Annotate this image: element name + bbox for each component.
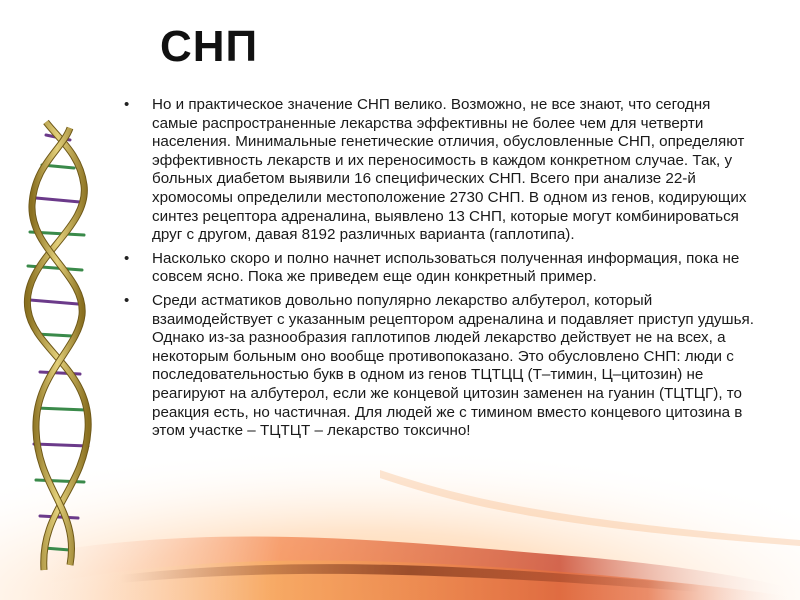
bullet-item <box>122 96 760 245</box>
bullet-item <box>122 292 760 441</box>
bullet-text: Насколько скоро и полно начнет использоваться полученная информация, пока не совсем ясно. Пока же приведем еще один конкретный пример. <box>152 249 740 286</box>
bullet-text: Но и практическое значение СНП велико. Возможно, не все знают, что сегодня самые распространенные лекарства эффективны не более чем для четверти населения. Минимальные генетические отличия, обусловленные СНП, определяют эффективность лекарств и их переносимость в каждом конкретном случае. Так, у больных диабетом выявили 16 специфических СНП. Всего при анализе 22-й хромосомы определили местоположение 2730 СНП. В одном из генов, кодирующих синтез рецептора адреналина, выявлено 13 СНП, которые могут комбинироваться друг с другом, давая 8192 различных варианта (гаплотипа). <box>152 96 747 244</box>
slide-title: СНП <box>160 22 259 71</box>
slide-content <box>122 96 760 446</box>
bullet-text: Среди астматиков довольно популярно лекарство албутерол, который взаимодействует с указанным рецептором адреналина и подавляет приступ удушья. Однако из-за разнообразия гаплотипов людей лекарство действует не на всех, а некоторым больным оно вообще противопоказано. Это обусловлено СНП: люди с последовательностью букв в одном из генов ТЦТЦЦ (Т–тимин, Ц–цитозин) не реагируют на албутерол, если же концевой цитозин заменен на гуанин (ТЦТЦГ), то реакция есть, но частичная. Для людей же с тимином вместо концевого цитозина в этом участке – ТЦТЦТ – лекарство токсично! <box>152 291 754 440</box>
bullet-item <box>122 250 760 287</box>
bullet-marker: • <box>124 96 130 113</box>
bullet-marker: • <box>124 249 130 267</box>
bullet-marker: • <box>124 291 130 309</box>
dna-helix-icon <box>0 110 120 580</box>
